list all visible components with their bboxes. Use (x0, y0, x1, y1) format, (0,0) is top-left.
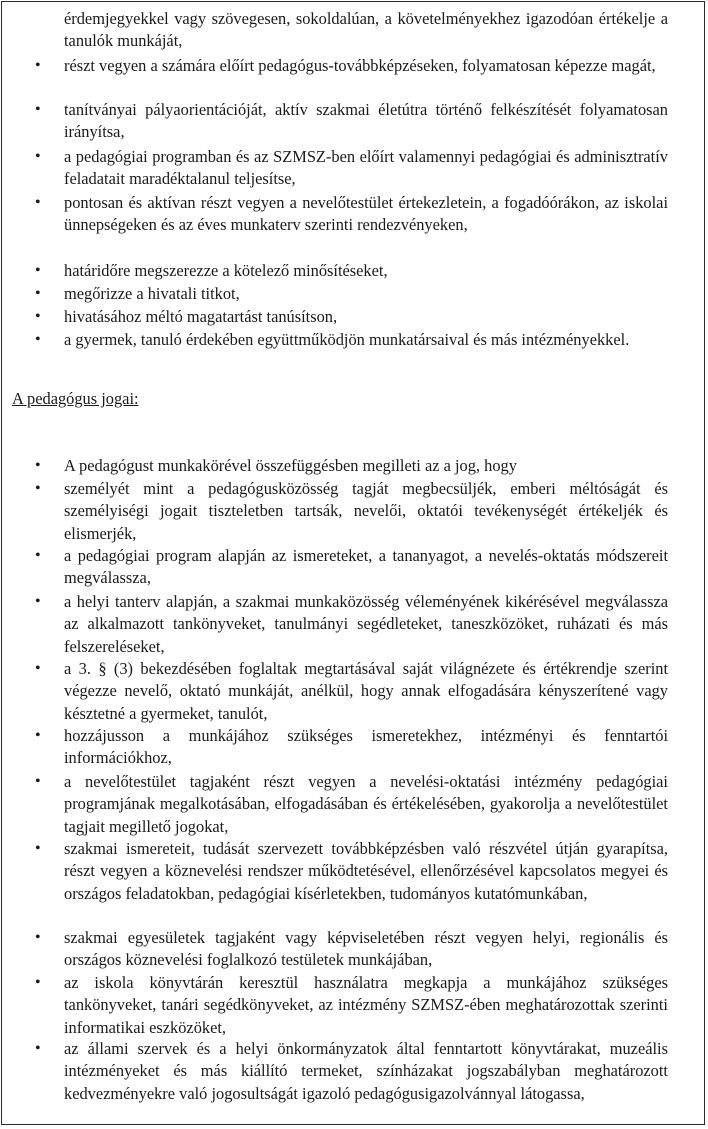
rights-item: • hozzájusson a munkájához szükséges ismeretekhez, intézményi és fenntartói információkhoz, (64, 725, 668, 770)
duty-item: • részt vegyen a számára előírt pedagógus-továbbképzéseken, folyamatosan képezze magát, (64, 55, 668, 77)
duty-item: • a gyermek, tanuló érdekében együttműködjön munkatársaival és más intézményekkel. (64, 329, 668, 351)
duty-item: • pontosan és aktívan részt vegyen a nevelőtestület értekezletein, a fogadóórákon, az iskolai ünnepségeken és az éves munkaterv szerinti rendezvényeken, (64, 192, 668, 237)
duty-item: • hivatásához méltó magatartást tanúsítson, (64, 306, 668, 328)
duty-item-continuation: érdemjegyekkel vagy szövegesen, sokoldalúan, a követelményekhez igazodóan értékelje a tanulók munkáját, (64, 9, 668, 51)
duty-item: • tanítványai pályaorientációját, aktív szakmai életútra történő felkészítését folyamatosan irányítsa, (64, 99, 668, 144)
document-page (1, 1, 705, 1125)
duty-item: • a pedagógiai programban és az SZMSZ-ben előírt valamennyi pedagógiai és adminisztratív feladatait maradéktalanul teljesítse, (64, 146, 668, 191)
rights-item: • szakmai ismereteit, tudását szervezett továbbképzésben való részvétel útján gyarapítsa, részt vegyen a köznevelési rendszer működtetésével, ellenőrzésével kapcsolatos megyei és országos feladatokban, pedagógiai kísérletekben, tudományos kutatómunkában, (64, 838, 668, 905)
rights-item: • a 3. § (3) bekezdésében foglaltak megtartásával saját világnézete és értékrendje szerint végezze nevelő, oktató munkáját, anélkül, hogy annak elfogadására kényszerítené vagy késztetné a gyermeket, tanulót, (64, 658, 668, 725)
rights-item: • szakmai egyesületek tagjaként vagy képviseletében részt vegyen helyi, regionális és országos köznevelési foglalkozó testületek munkájában, (64, 927, 668, 972)
rights-item: • a helyi tanterv alapján, a szakmai munkaközösség véleményének kikérésével megválassza az alkalmazott tankönyveket, tanulmányi segédleteket, taneszközöket, ruházati és más felszereléseket, (64, 591, 668, 658)
rights-item: • személyét mint a pedagógusközösség tagját megbecsüljék, emberi méltóságát és személyiségi jogait tiszteletben tartsák, nevelői, oktatói tevékenységét értékeljék és elismerjék, (64, 478, 668, 545)
rights-item: • az állami szervek és a helyi önkormányzatok által fenntartott könyvtárakat, muzeális intézményeket és más kiállító termeket, színházakat jogszabályban meghatározott kedvezményekre való jogosultságát igazoló pedagógusigazolvánnyal látogassa, (64, 1038, 668, 1105)
duty-item: • határidőre megszerezze a kötelező minősítéseket, (64, 260, 668, 282)
rights-item: • az iskola könyvtárán keresztül használatra megkapja a munkájához szükséges tankönyveket, tanári segédkönyveket, az intézmény SZMSZ-ében meghatározottak szerinti informatikai eszközöket, (64, 972, 668, 1039)
duty-item: • megőrizze a hivatali titkot, (64, 283, 668, 305)
rights-item: • A pedagógust munkakörével összefüggésben megilleti az a jog, hogy (64, 455, 668, 477)
rights-item: • a nevelőtestület tagjaként részt vegyen a nevelési-oktatási intézmény pedagógiai programjának megalkotásában, elfogadásában és értékelésében, gyakorolja a nevelőtestület tagjait megillető jogokat, (64, 771, 668, 838)
rights-item: • a pedagógiai program alapján az ismereteket, a tananyagot, a nevelés-oktatás módszereit megválassza, (64, 545, 668, 590)
rights-heading: A pedagógus jogai: (12, 389, 139, 408)
